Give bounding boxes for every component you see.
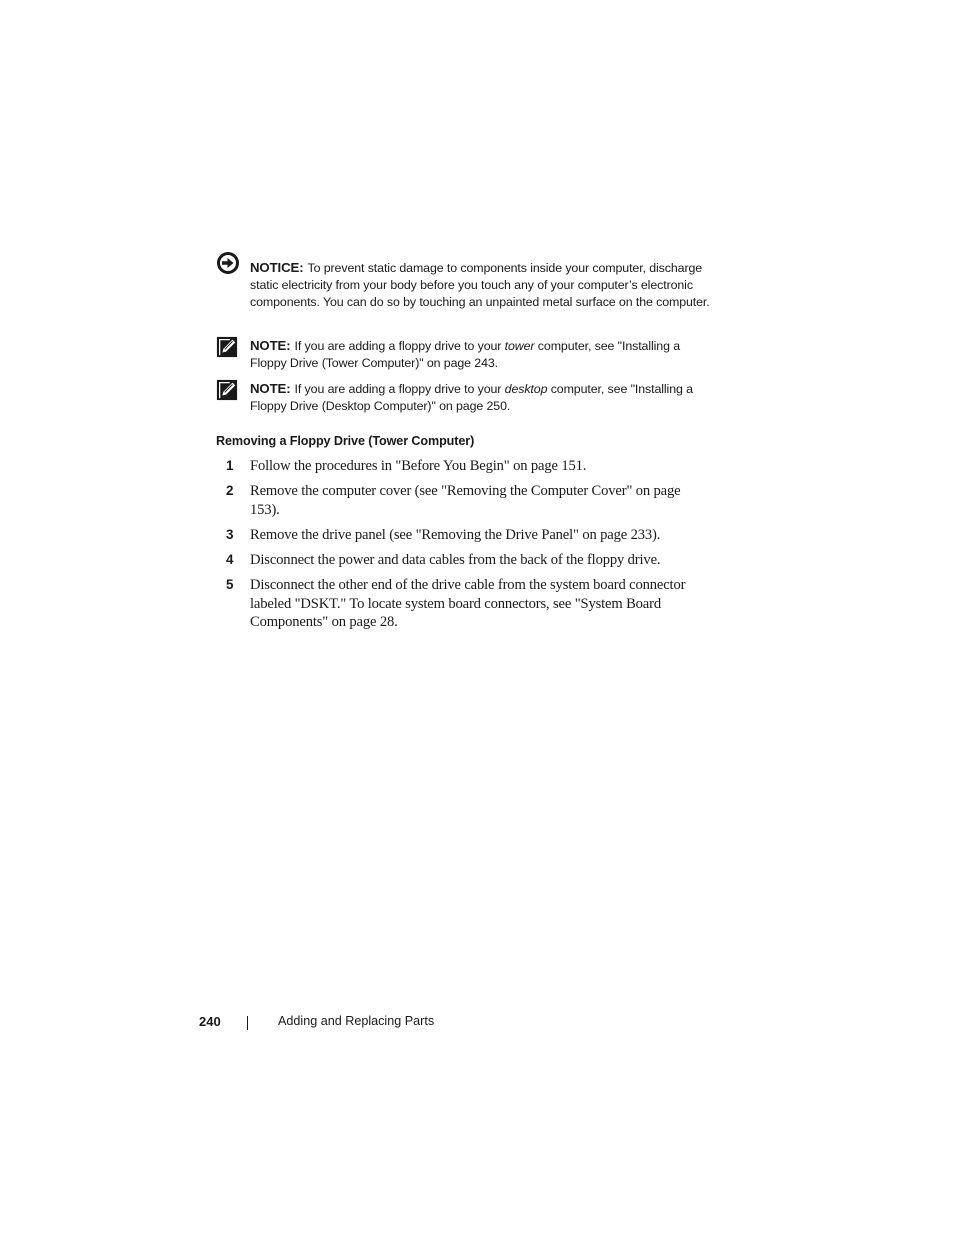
note-label: NOTE:: [250, 381, 291, 396]
note-text-after: computer, see "Installing a Floppy Drive (Tower Computer)" on page 243.: [250, 339, 681, 371]
step-number: 4: [226, 551, 234, 567]
note-text-after: computer, see "Installing a Floppy Drive (Desktop Computer)" on page 250.: [250, 382, 693, 414]
footer-divider: [247, 1016, 248, 1030]
step-number: 3: [226, 526, 234, 542]
step-item: [216, 576, 716, 632]
procedure-steps: [216, 457, 716, 638]
note-callout-desktop: [216, 380, 716, 415]
step-item: [216, 482, 716, 519]
note-text-before: If you are adding a floppy drive to your: [294, 339, 505, 353]
note-text-before: If you are adding a floppy drive to your: [294, 382, 505, 396]
section-heading: Removing a Floppy Drive (Tower Computer): [216, 434, 475, 448]
notice-callout: [216, 251, 716, 312]
notice-arrow-icon: [216, 251, 240, 275]
step-item: [216, 551, 716, 570]
note-pencil-icon: [216, 336, 238, 358]
note-callout-tower: [216, 337, 716, 372]
notice-label: NOTICE:: [250, 260, 304, 275]
note-text-emphasis: tower: [504, 339, 535, 353]
note-label: NOTE:: [250, 338, 291, 353]
step-number: 1: [226, 458, 234, 473]
step-text: Remove the computer cover (see "Removing the Computer Cover" on page 153).: [250, 483, 681, 518]
notice-text: To prevent static damage to components inside your computer, discharge static electricity from your body before you touch any of your computer’s electronic components. You can do so by touching an unpainted metal surface on the computer.: [250, 261, 710, 310]
step-number: 2: [226, 483, 234, 499]
step-number: 5: [226, 576, 234, 592]
page-number: 240: [199, 1014, 221, 1029]
step-text: Follow the procedures in "Before You Begin" on page 151.: [250, 458, 587, 474]
note-text-emphasis: desktop: [504, 382, 548, 396]
step-text: Disconnect the other end of the drive cable from the system board connector labeled "DSKT." To locate system board connectors, see "System Board Components" on page 28.: [250, 576, 686, 631]
note-pencil-icon: [216, 379, 238, 401]
step-text: Disconnect the power and data cables from the back of the floppy drive.: [250, 551, 661, 568]
step-item: [216, 457, 716, 476]
step-item: [216, 526, 716, 545]
step-text: Remove the drive panel (see "Removing the Drive Panel" on page 233).: [250, 526, 661, 543]
chapter-title: Adding and Replacing Parts: [278, 1014, 435, 1028]
